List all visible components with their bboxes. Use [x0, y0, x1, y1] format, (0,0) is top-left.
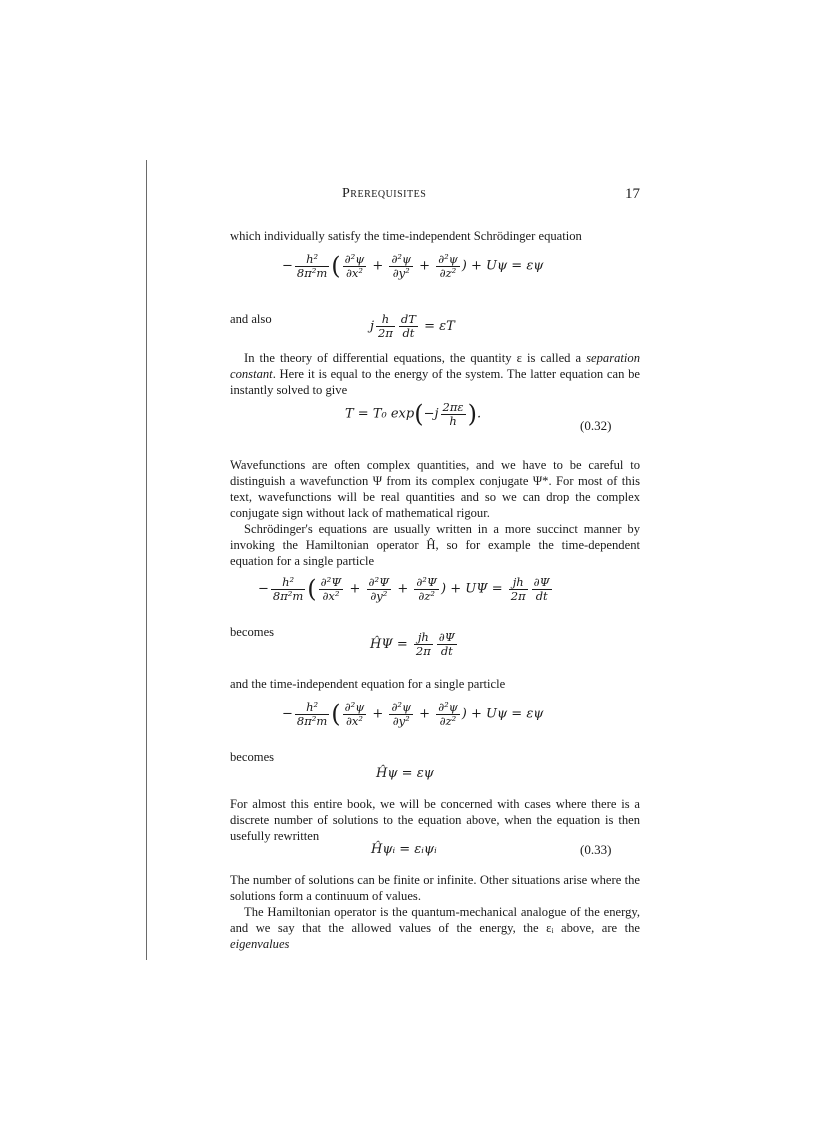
- page-spine-line: [146, 160, 147, 960]
- paragraph-6: For almost this entire book, we will be concerned with cases where there is a discrete number of solutions to the equation above, when the equation is then usefully rewritten: [230, 797, 640, 843]
- fraction: $\frac{jh}{2\pi}$: [510, 574, 526, 603]
- fraction: $\frac{\text{∂²Ψ}}{\text{∂x²}}$: [320, 574, 342, 603]
- fraction: $\frac{\partial\Psi}{dt}$: [438, 630, 455, 658]
- equation-number-0-33: (0.33): [580, 842, 612, 857]
- fraction: $\frac{\text{∂²ψ}}{\text{∂x²}}$: [344, 251, 365, 280]
- fraction: $\frac{\text{h²}}{\text{8π²m}}$: [272, 574, 304, 603]
- paragraph-5: and the time-independent equation for a single particle: [230, 677, 506, 691]
- fraction: $\frac{\text{∂²ψ}}{\text{∂z²}}$: [438, 699, 458, 728]
- equation-hamiltonian-time-dependent: ĤΨ = $\frac{jh}{2\pi}$ $\frac{\partial\Psi}{dt}$: [370, 630, 455, 658]
- paragraph-7: The number of solutions can be finite or infinite. Other situations arise where the solutions form a continuum of values.: [230, 873, 640, 903]
- fraction: $\frac{\text{h²}}{\text{8π²m}}$: [296, 699, 328, 728]
- paragraph-8: The Hamiltonian operator is the quantum-mechanical analogue of the energy, and we say that the allowed values of the energy, the εᵢ above, are the eigenvalues: [230, 905, 640, 951]
- label-becomes-2: becomes: [230, 750, 275, 764]
- fraction: $\frac{dT}{dt}$: [400, 312, 416, 340]
- equation-number-0-32: (0.32): [580, 418, 612, 433]
- fraction: $\frac{jh}{2\pi}$: [415, 630, 431, 658]
- equation-0-33: Ĥψᵢ = εᵢψᵢ: [371, 842, 437, 857]
- fraction: $\frac{2\pi\varepsilon}{h}$: [442, 399, 464, 428]
- fraction: $\frac{\text{∂²Ψ}}{\text{∂y²}}$: [368, 574, 390, 603]
- running-head: Prerequisites: [342, 186, 427, 201]
- equation-0-32: T = T₀ exp(−j $\frac{2\pi\varepsilon}{h}$ ).: [345, 399, 482, 428]
- paragraph-2: In the theory of differential equations, the quantity ε is called a separation constant. Here it is equal to the energy of the system. The latter equation can be instantly solved to give: [230, 351, 640, 397]
- equation-tise: − $\frac{\text{h²}}{\text{8π²m}}$ ( $\frac{\text{∂²ψ}}{\text{∂x²}}$ + $\frac{\text{∂²ψ}}{\text{∂y²}}$ + $\frac{\text{∂²ψ}}{\text{∂z²}}$ ) + Uψ = εψ: [282, 251, 544, 280]
- fraction: $\frac{\text{∂²ψ}}{\text{∂x²}}$: [344, 699, 365, 728]
- page-header: [230, 186, 640, 206]
- page-number: 17: [625, 186, 640, 202]
- paragraph-1: which individually satisfy the time-independent Schrödinger equation: [230, 229, 582, 243]
- equation-tise-repeat: − $\frac{\text{h²}}{\text{8π²m}}$ ( $\frac{\text{∂²ψ}}{\text{∂x²}}$ + $\frac{\text{∂²ψ}}{\text{∂y²}}$ + $\frac{\text{∂²ψ}}{\text{∂z²}}$ ) + Uψ = εψ: [282, 699, 544, 728]
- fraction: $\frac{\text{∂²ψ}}{\text{∂y²}}$: [391, 251, 412, 280]
- paragraph-4: Schrödinger's equations are usually written in a more succinct manner by invoking the Hamiltonian operator Ĥ, so for example the time-dependent equation for a single particle: [230, 522, 640, 568]
- fraction: $\frac{\partial\Psi}{dt}$: [533, 574, 550, 603]
- label-becomes-1: becomes: [230, 625, 275, 639]
- fraction: $\frac{\text{∂²ψ}}{\text{∂y²}}$: [391, 699, 412, 728]
- equation-hamiltonian-time-independent: Ĥψ = εψ: [376, 766, 434, 781]
- fraction: $\frac{\text{∂²ψ}}{\text{∂z²}}$: [438, 251, 458, 280]
- equation-tdse: − $\frac{\text{h²}}{\text{8π²m}}$ ( $\frac{\text{∂²Ψ}}{\text{∂x²}}$ + $\frac{\text{∂²Ψ}}{\text{∂y²}}$ + $\frac{\text{∂²Ψ}}{\text{∂z²}}$ ) + UΨ = $\frac{jh}{2\pi}$ $\frac{\partial\Psi}{dt}$: [258, 574, 550, 603]
- equation-time-part: j $\frac{h}{2\pi}$ $\frac{dT}{dt}$ = εT: [370, 312, 455, 340]
- fraction: $\frac{\text{h²}}{\text{8π²m}}$: [296, 251, 328, 280]
- paragraph-3: Wavefunctions are often complex quantities, and we have to be careful to distinguish a wavefunction Ψ from its complex conjugate Ψ*. For most of this text, wavefunctions will be real quantities and so we can drop the complex conjugate sign without lack of mathematical rigour.: [230, 458, 640, 520]
- fraction: $\frac{\text{∂²Ψ}}{\text{∂z²}}$: [416, 574, 438, 603]
- fraction: $\frac{h}{2\pi}$: [378, 312, 393, 340]
- label-and-also: and also: [230, 312, 272, 326]
